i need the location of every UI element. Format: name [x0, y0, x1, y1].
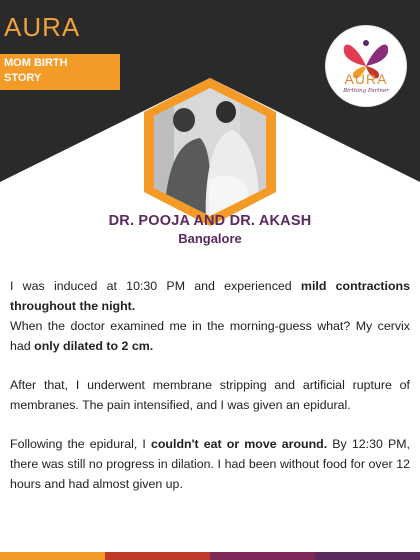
story-text: I was induced at 10:30 PM and experienced — [10, 279, 301, 293]
footer-segment-3 — [210, 552, 315, 560]
doctor-name: DR. POOJA AND DR. AKASH — [108, 213, 312, 229]
footer-segment-2 — [105, 552, 210, 560]
story-text: By 12:30 PM, there was still no progress in dilation. I had been without food for over 12 hours and had almost given up. — [10, 437, 410, 491]
story-tag-line2: STORY — [4, 72, 42, 84]
doctor-city: Bangalore — [178, 231, 242, 246]
story-paragraph-3: After that, I underwent membrane stripping and artificial rupture of membranes. The pain intensified, and I was given an epidural. — [10, 378, 410, 412]
story-text: When the doctor examined me in the morning-guess what? My cervix had — [10, 319, 410, 353]
logo-subtitle: Birthing Partner — [343, 88, 389, 94]
story-highlight: mild contractions throughout the night. — [10, 279, 410, 313]
footer-segment-1 — [0, 552, 105, 560]
footer-color-bar — [0, 552, 420, 560]
story-text: Following the epidural, I — [10, 437, 151, 451]
story-highlight: only dilated to 2 cm. — [34, 339, 154, 353]
brand-name: AURA — [4, 12, 81, 42]
footer-segment-4 — [315, 552, 420, 560]
story-paragraph-4 — [10, 434, 410, 494]
story-tag-line1: MOM BIRTH — [4, 57, 68, 69]
story-paragraph-2 — [10, 316, 410, 356]
story-highlight: couldn't eat or move around. — [150, 437, 328, 451]
story-paragraph-1 — [10, 276, 410, 316]
birth-story — [10, 276, 410, 513]
logo-word: AURA — [344, 71, 388, 87]
